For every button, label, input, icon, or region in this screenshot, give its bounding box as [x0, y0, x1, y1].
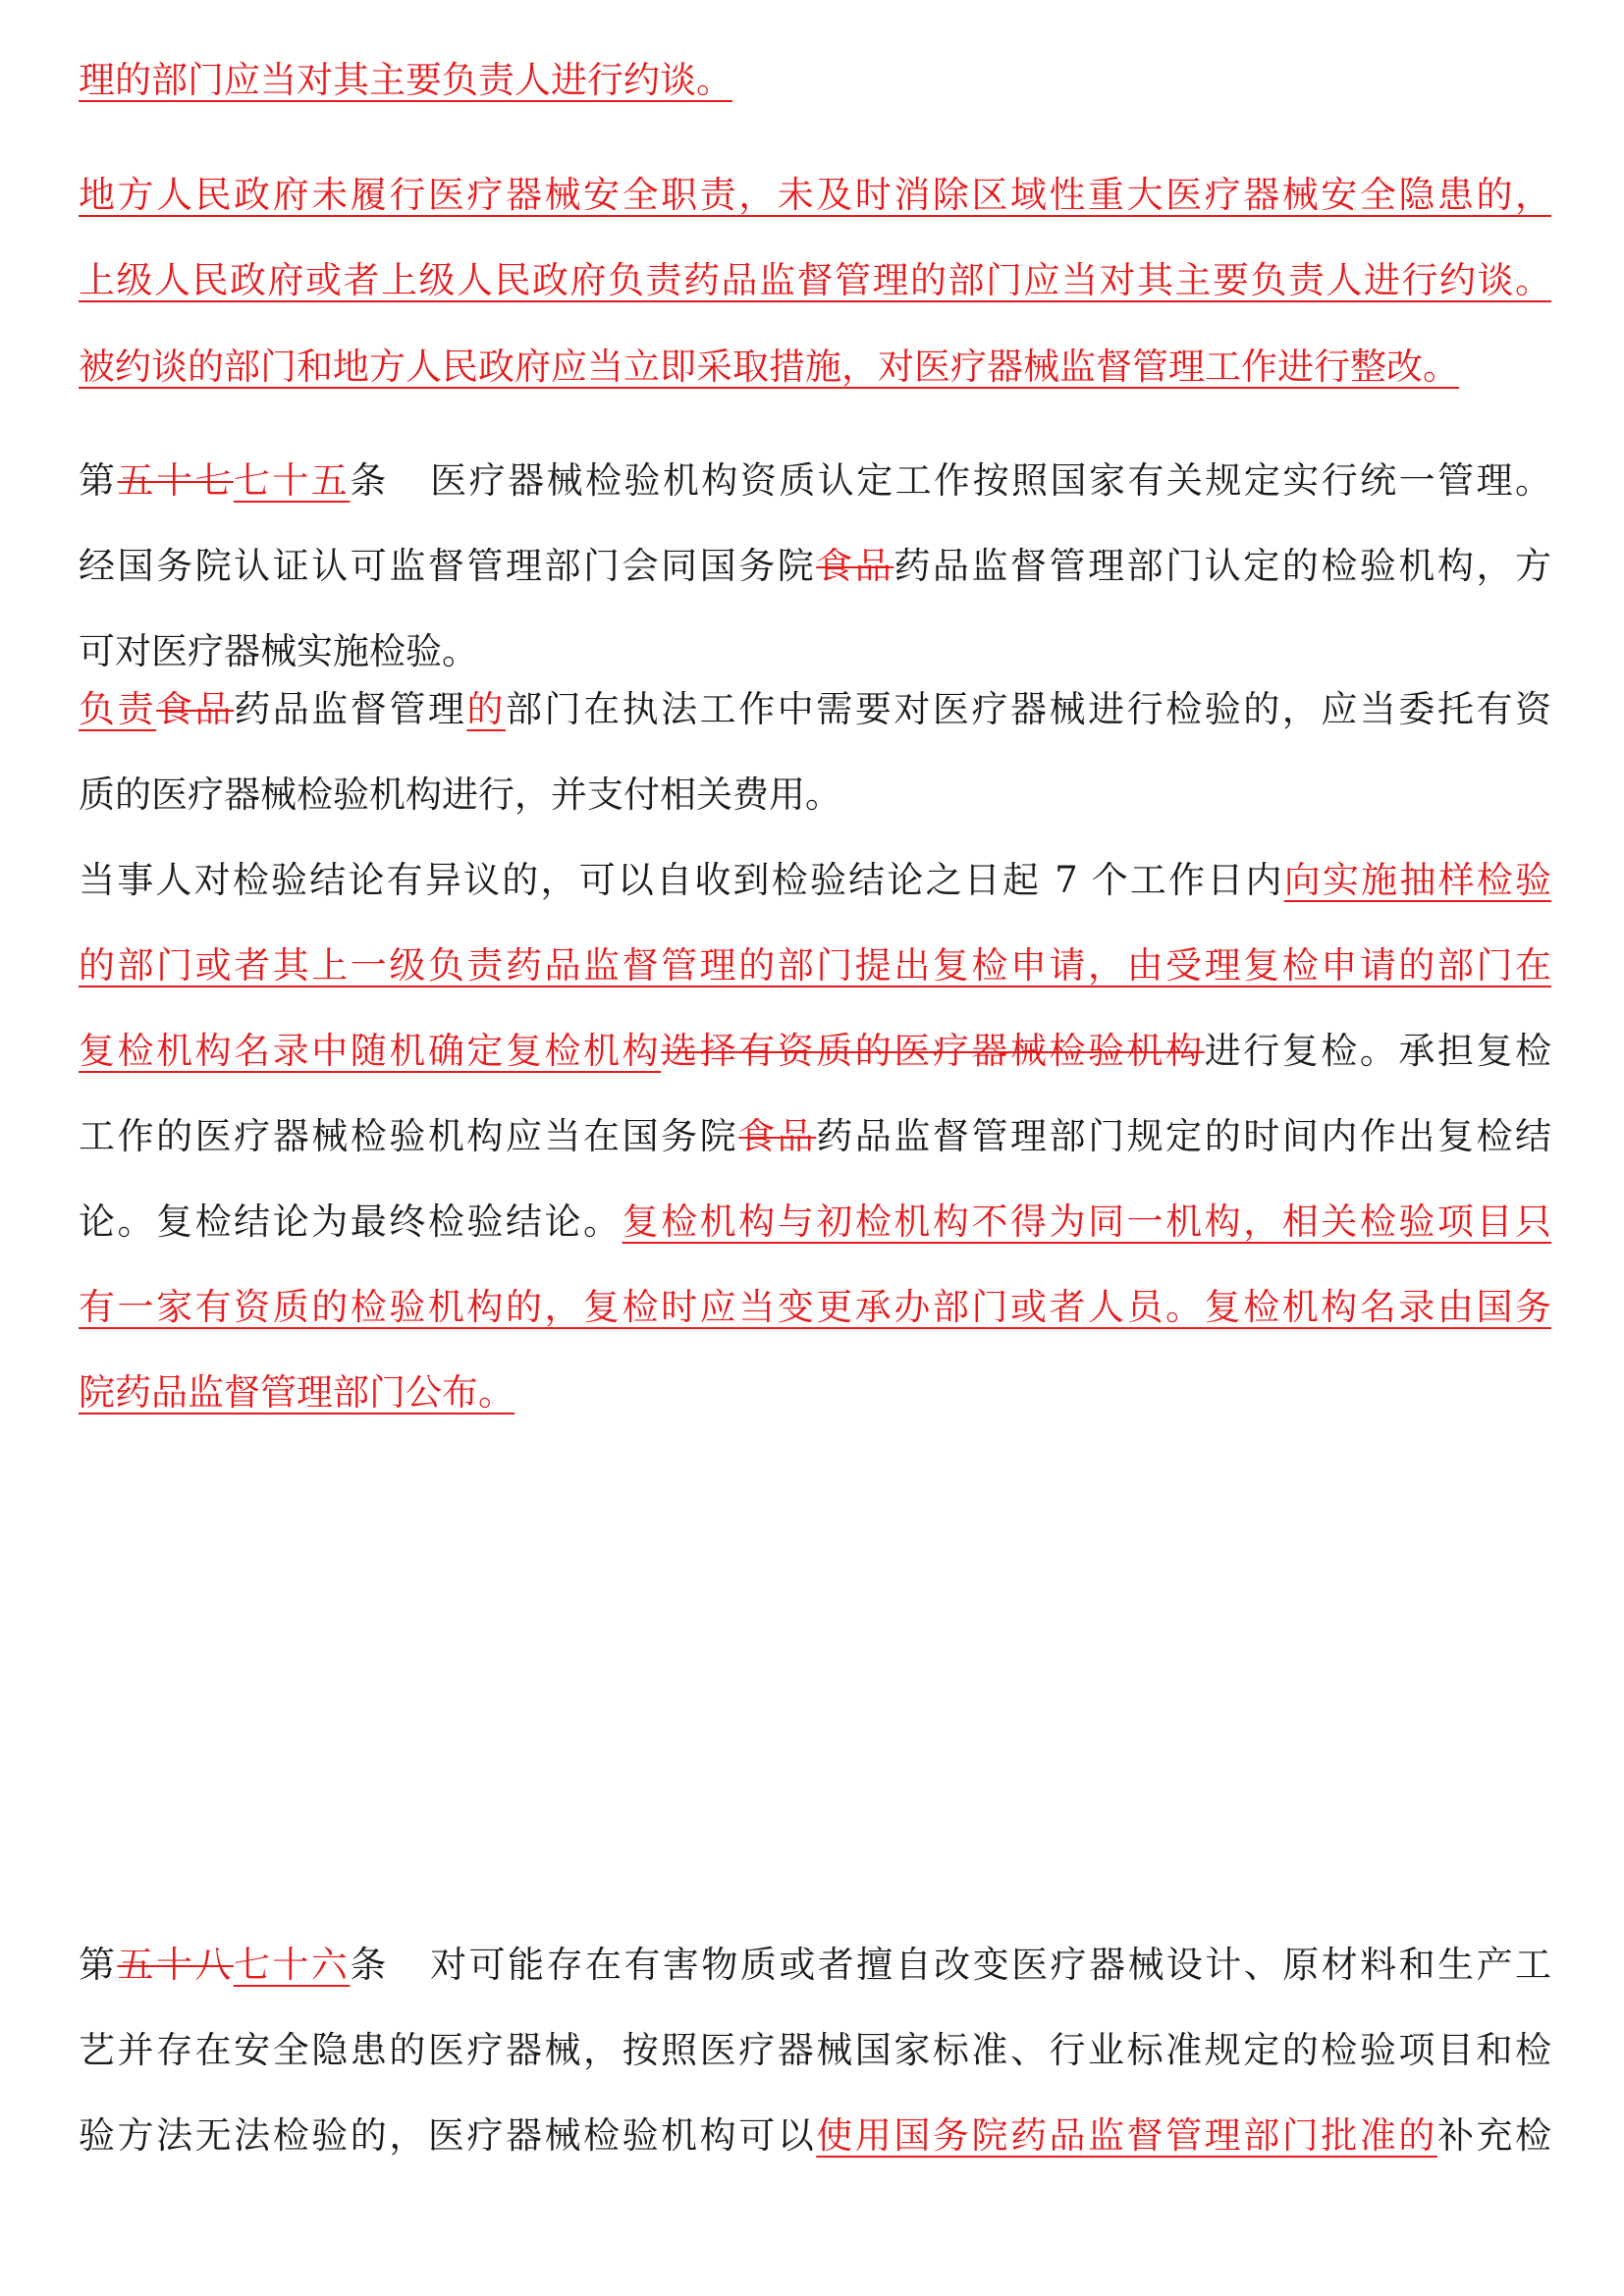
article-suffix: 条 — [350, 1944, 389, 1986]
body-text: 艺并存在安全隐患的医疗器械，按照医疗器械国家标准、行业标准规定的检验项目和检 — [79, 2029, 1551, 2071]
deleted-text: 选择有资质的医疗器械检验机构 — [661, 1030, 1205, 1072]
body-text: 经国务院认证认可监督管理部门会同国务院 — [79, 545, 817, 587]
inserted-text: 负责 — [79, 688, 157, 730]
article-text: 医疗器械检验机构资质认定工作按照国家有关规定实行统一管理。 — [427, 459, 1552, 502]
article-75 — [79, 438, 1551, 694]
article-prefix: 第 — [79, 1944, 118, 1986]
inserted-article-number: 七十五 — [233, 459, 351, 502]
deleted-article-number: 五十七 — [117, 459, 234, 502]
deleted-text: 食品 — [738, 1115, 817, 1157]
article-76 — [79, 1922, 1551, 2178]
article-suffix: 条 — [350, 459, 389, 502]
inserted-text: 使用国务院药品监督管理部门批准的 — [816, 2114, 1437, 2157]
inserted-text: 理的部门应当对其主要负责人进行约谈。 — [79, 59, 732, 101]
body-text: 进行复检。承担复检 — [1204, 1030, 1552, 1072]
paragraph-reinspection — [79, 837, 1551, 1435]
body-text: 论。复检结论为最终检验结论。 — [79, 1201, 623, 1243]
body-text: 药品监督管理部门认定的检验机构，方 — [893, 545, 1552, 587]
paragraph-continuation — [79, 37, 1551, 123]
deleted-text: 食品 — [156, 688, 235, 730]
body-text: 工作的医疗器械检验机构应当在国务院 — [79, 1115, 739, 1157]
body-text: 验方法无法检验的，医疗器械检验机构可以 — [79, 2114, 817, 2157]
inserted-text: 上级人民政府或者上级人民政府负责药品监督管理的部门应当对其主要负责人进行约谈。 — [79, 259, 1551, 301]
inserted-text: 有一家有资质的检验机构的，复检时应当变更承办部门或者人员。复检机构名录由国务 — [79, 1286, 1551, 1328]
article-text: 对可能存在有害物质或者擅自改变医疗器械设计、原材料和生产工 — [427, 1944, 1552, 1986]
inserted-text: 的部门或者其上一级负责药品监督管理的部门提出复检申请，由受理复检申请的部门在 — [79, 944, 1551, 987]
inserted-text: 的 — [466, 688, 506, 730]
deleted-article-number: 五十八 — [117, 1944, 234, 1986]
body-text: 药品监督管理部门规定的时间内作出复检结 — [816, 1115, 1552, 1157]
paragraph-enforcement-inspection — [79, 667, 1551, 837]
inserted-article-number: 七十六 — [233, 1944, 351, 1986]
inserted-text: 复检机构与初检机构不得为同一机构，相关检验项目只 — [622, 1201, 1552, 1243]
inserted-text: 院药品监督管理部门公布。 — [79, 1371, 514, 1414]
body-text: 当事人对检验结论有异议的，可以自收到检验结论之日起 7 个工作日内 — [79, 859, 1284, 901]
body-text: 部门在执法工作中需要对医疗器械进行检验的，应当委托有资 — [505, 688, 1552, 730]
paragraph-rectification — [79, 324, 1551, 409]
paragraph-local-government — [79, 152, 1551, 323]
body-text: 药品监督管理 — [234, 688, 467, 730]
inserted-text: 被约谈的部门和地方人民政府应当立即采取措施，对医疗器械监督管理工作进行整改。 — [79, 346, 1459, 388]
inserted-text: 向实施抽样检验 — [1283, 859, 1552, 901]
inserted-text: 复检机构名录中随机确定复检机构 — [79, 1030, 662, 1072]
deleted-text: 食品 — [816, 545, 894, 587]
body-text: 可对医疗器械实施检验。 — [79, 630, 478, 672]
body-text: 质的医疗器械检验机构进行，并支付相关费用。 — [79, 774, 841, 816]
article-prefix: 第 — [79, 459, 118, 502]
body-text: 补充检 — [1436, 2114, 1552, 2157]
inserted-text: 地方人民政府未履行医疗器械安全职责，未及时消除区域性重大医疗器械安全隐患的， — [79, 174, 1551, 216]
